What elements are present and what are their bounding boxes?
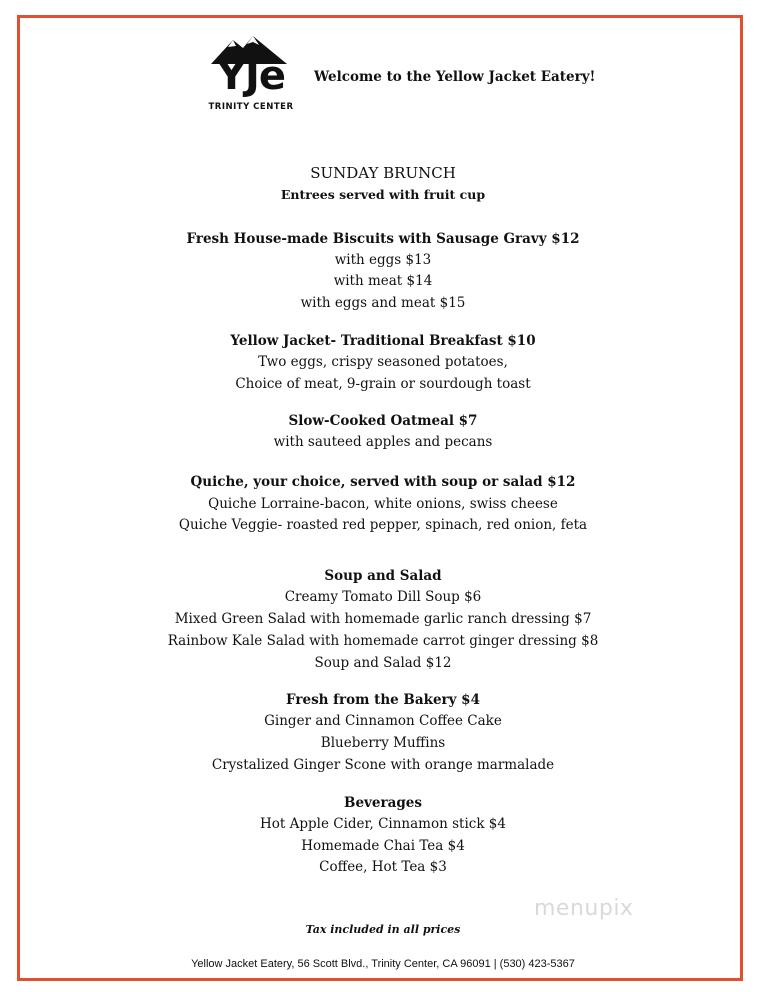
section-heading: Yellow Jacket- Traditional Breakfast $10	[230, 333, 536, 349]
menu-line: Two eggs, crispy seasoned potatoes,	[258, 354, 508, 370]
section-heading: Fresh House-made Biscuits with Sausage Gravy $12	[186, 231, 580, 247]
menu-line: Quiche Lorraine-bacon, white onions, swiss cheese	[208, 496, 558, 512]
menu-line: Rainbow Kale Salad with homemade carrot ginger dressing $8	[167, 633, 599, 649]
menu-line: Soup and Salad $12	[314, 655, 452, 671]
menu-line: with sauteed apples and pecans	[273, 434, 493, 450]
menu-line: with eggs and meat $15	[300, 295, 466, 311]
watermark: menupix	[534, 896, 634, 921]
menu-line: Creamy Tomato Dill Soup $6	[284, 589, 482, 605]
footer-address: Yellow Jacket Eatery, 56 Scott Blvd., Trinity Center, CA 96091 | (530) 423-5367	[191, 958, 575, 970]
menu-line: Coffee, Hot Tea $3	[319, 859, 447, 875]
section-heading: Soup and Salad	[324, 568, 442, 584]
menu-line: Mixed Green Salad with homemade garlic ranch dressing $7	[174, 611, 592, 627]
menu-line: Quiche Veggie- roasted red pepper, spinach, red onion, feta	[178, 517, 588, 533]
section-heading: Quiche, your choice, served with soup or salad $12	[190, 474, 576, 490]
menu-line: Homemade Chai Tea $4	[301, 838, 465, 854]
menu-line: with meat $14	[333, 273, 433, 289]
menu-line: Crystalized Ginger Scone with orange marmalade	[211, 757, 555, 773]
menu-line: Ginger and Cinnamon Coffee Cake	[264, 713, 502, 729]
menu-line: Choice of meat, 9-grain or sourdough toast	[235, 376, 531, 392]
menu-title: SUNDAY BRUNCH	[310, 164, 456, 182]
menu-line: Blueberry Muffins	[320, 735, 446, 751]
tax-note: Tax included in all prices	[305, 923, 461, 936]
menu-line: with eggs $13	[334, 252, 432, 268]
logo-text: YJe	[217, 53, 285, 99]
menu-line: Hot Apple Cider, Cinnamon stick $4	[260, 816, 506, 832]
section-heading: Slow-Cooked Oatmeal $7	[288, 413, 478, 429]
section-heading: Fresh from the Bakery $4	[286, 692, 480, 708]
section-heading: Beverages	[344, 795, 422, 811]
logo	[203, 34, 299, 118]
logo-subtitle: TRINITY CENTER	[208, 102, 294, 112]
menu-subtitle: Entrees served with fruit cup	[280, 187, 486, 202]
welcome-message: Welcome to the Yellow Jacket Eatery!	[314, 69, 596, 85]
